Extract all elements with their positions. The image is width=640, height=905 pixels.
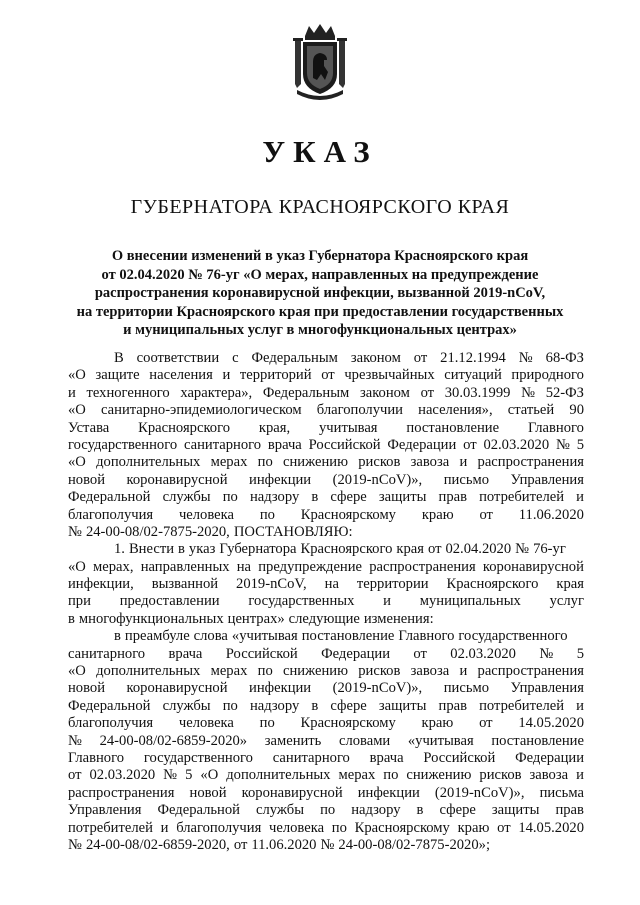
body-line: Главного государственного санитарного врача Российской Федерации bbox=[68, 749, 584, 766]
body-line: «О дополнительных мерах по снижению рисков завоза и распространения bbox=[68, 663, 584, 680]
body-line: Федеральной службы по надзору в сфере защиты прав потребителей и bbox=[68, 697, 584, 714]
body-line: «О мерах, направленных на предупреждение распространения коронавирусной bbox=[68, 558, 584, 575]
heading-line: на территории Красноярского края при предоставлении государственных bbox=[76, 303, 564, 320]
body-line: «О защите населения и территорий от чрезвычайных ситуаций природного bbox=[68, 367, 584, 384]
body-line: благополучия человека по Красноярскому краю от 14.05.2020 bbox=[68, 715, 584, 732]
heading-line: и муниципальных услуг в многофункциональных центрах» bbox=[123, 322, 517, 338]
body-line: Федеральной службы по надзору в сфере защиты прав потребителей и bbox=[68, 489, 584, 506]
body-line: от 02.03.2020 № 5 «О дополнительных мерах по снижению рисков завоза и bbox=[68, 767, 584, 784]
body-line: В соответствии с Федеральным законом от 21.12.1994 № 68-ФЗ bbox=[114, 350, 584, 366]
body-line: распространения новой коронавирусной инфекции (2019-nCoV)», письма bbox=[68, 784, 584, 801]
body-line: государственного санитарного врача Российской Федерации от 02.03.2020 № 5 bbox=[68, 436, 584, 453]
decree-body bbox=[68, 350, 584, 854]
body-line: в многофункциональных центрах» следующие изменения: bbox=[68, 610, 434, 627]
heading-line: от 02.04.2020 № 76-уг «О мерах, направленных на предупреждение bbox=[101, 266, 539, 283]
body-line: № 24-00-08/02-7875-2020, ПОСТАНОВЛЯЮ: bbox=[68, 523, 353, 540]
issuing-authority: ГУБЕРНАТОРА КРАСНОЯРСКОГО КРАЯ bbox=[130, 196, 510, 218]
body-line: новой коронавирусной инфекции (2019-nCoV)», письмо Управления bbox=[68, 471, 584, 488]
body-line: при предоставлении государственных и муниципальных услуг bbox=[68, 593, 584, 610]
decree-heading bbox=[40, 247, 600, 340]
body-line: новой коронавирусной инфекции (2019-nCoV)», письмо Управления bbox=[68, 680, 584, 697]
body-line: № 24-00-08/02-6859-2020» заменить словами «учитывая постановление bbox=[68, 732, 584, 749]
coat-of-arms-emblem bbox=[291, 22, 349, 102]
body-line: в преамбуле слова «учитывая постановление Главного государственного bbox=[114, 628, 568, 645]
body-line: «О санитарно-эпидемиологическом благополучии населения», статьей 90 bbox=[68, 402, 584, 419]
document-title: УКАЗ bbox=[262, 134, 378, 169]
body-line: 1. Внести в указ Губернатора Красноярского края от 02.04.2020 № 76-уг bbox=[114, 541, 566, 558]
heading-line: распространения коронавирусной инфекции, вызванной 2019-nCoV, bbox=[94, 285, 546, 301]
body-line: и техногенного характера», Федеральным законом от 30.03.1999 № 52-ФЗ bbox=[68, 384, 584, 401]
body-line: «О дополнительных мерах по снижению рисков завоза и распространения bbox=[68, 454, 584, 471]
heading-line: О внесении изменений в указ Губернатора Красноярского края bbox=[111, 248, 529, 264]
body-line: инфекции, вызванной 2019-nCoV, на территории Красноярского края bbox=[68, 576, 584, 593]
body-line: Управления Федеральной службы по надзору в сфере защиты прав bbox=[68, 802, 584, 819]
body-line: Устава Красноярского края, учитывая постановление Главного bbox=[68, 419, 584, 436]
body-line: № 24-00-08/02-6859-2020, от 11.06.2020 № 24-00-08/02-7875-2020»; bbox=[68, 836, 491, 853]
body-line: санитарного врача Российской Федерации от 02.03.2020 № 5 bbox=[68, 645, 584, 662]
body-line: потребителей и благополучия человека по Красноярскому краю от 14.05.2020 bbox=[68, 819, 584, 836]
body-line: благополучия человека по Красноярскому краю от 11.06.2020 bbox=[68, 506, 584, 523]
